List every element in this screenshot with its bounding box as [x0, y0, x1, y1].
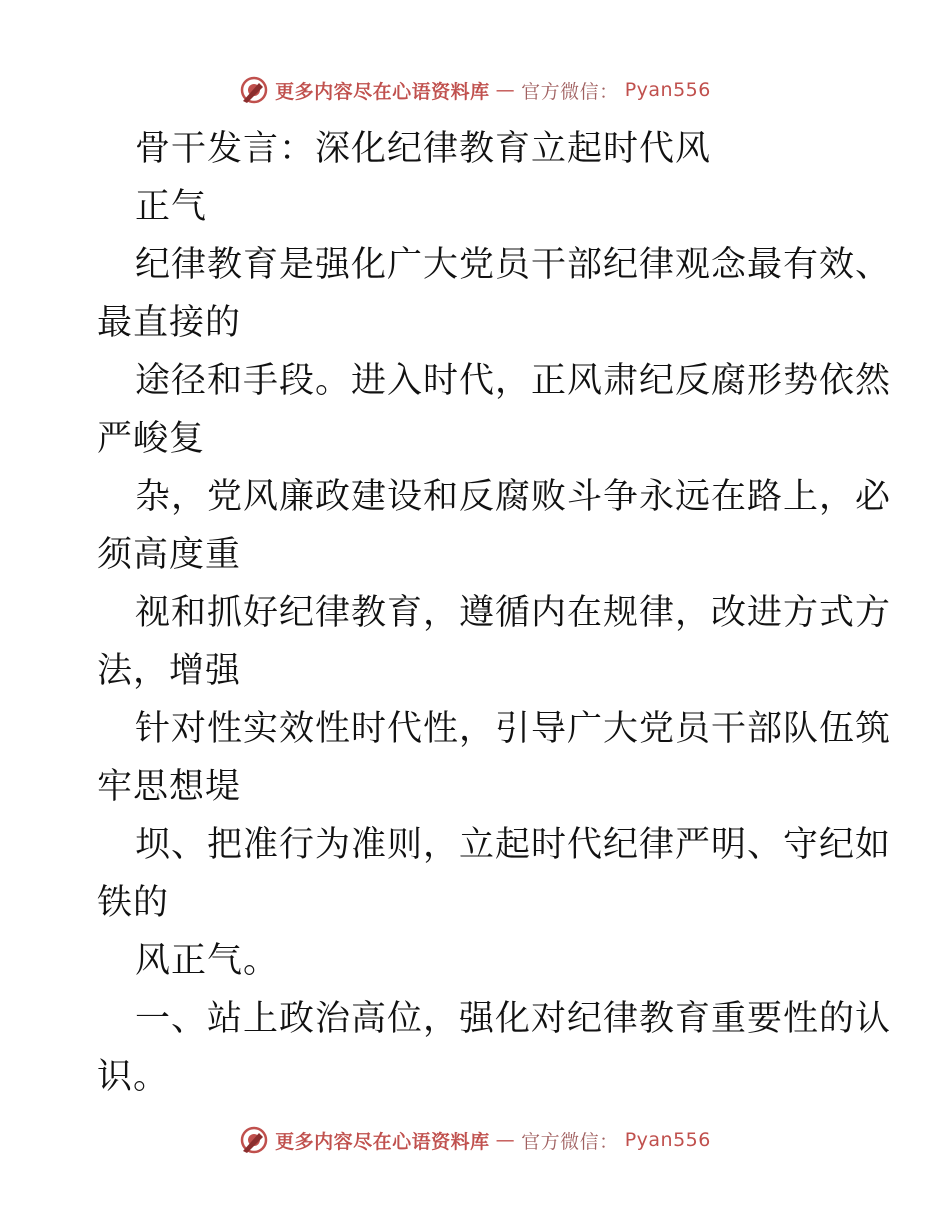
text-line: 严峻复	[97, 419, 206, 459]
watermark-brand: 更多内容尽在心语资料库	[275, 1130, 490, 1153]
header-watermark	[0, 70, 950, 110]
text-line: 牢思想堤	[97, 767, 242, 807]
pen-logo-icon	[239, 75, 269, 105]
text-line: 须高度重	[97, 535, 242, 575]
text-line: 杂，党风廉政建设和反腐败斗争永远在路上，必	[135, 477, 892, 517]
watermark-id: Pyan556	[624, 79, 711, 101]
pen-logo-icon	[239, 1125, 269, 1155]
text-line: 坝、把准行为准则，立起时代纪律严明、守纪如	[135, 825, 892, 865]
watermark-sub: 官方微信：	[521, 1130, 619, 1153]
section-heading-end: 识。	[97, 1057, 170, 1097]
text-line: 最直接的	[97, 303, 242, 343]
text-line: 途径和手段。进入时代，正风肃纪反腐形势依然	[135, 361, 892, 401]
title-line-2: 正气	[135, 187, 208, 227]
watermark-sub: 官方微信：	[521, 80, 619, 103]
footer-watermark	[0, 1120, 950, 1160]
section-heading: 一、站上政治高位，强化对纪律教育重要性的认	[135, 999, 892, 1039]
watermark-brand: 更多内容尽在心语资料库	[275, 80, 490, 103]
title-line-1: 骨干发言：深化纪律教育立起时代风	[135, 129, 712, 169]
document-body	[97, 120, 892, 1106]
text-line: 纪律教育是强化广大党员干部纪律观念最有效、	[135, 245, 892, 285]
watermark-dash: —	[495, 79, 516, 101]
text-line: 风正气。	[135, 941, 280, 981]
watermark-dash: —	[495, 1129, 516, 1151]
watermark-id: Pyan556	[624, 1129, 711, 1151]
text-line: 视和抓好纪律教育，遵循内在规律，改进方式方	[135, 593, 892, 633]
text-line: 铁的	[97, 883, 170, 923]
text-line: 针对性实效性时代性，引导广大党员干部队伍筑	[135, 709, 892, 749]
text-line: 法，增强	[97, 651, 242, 691]
